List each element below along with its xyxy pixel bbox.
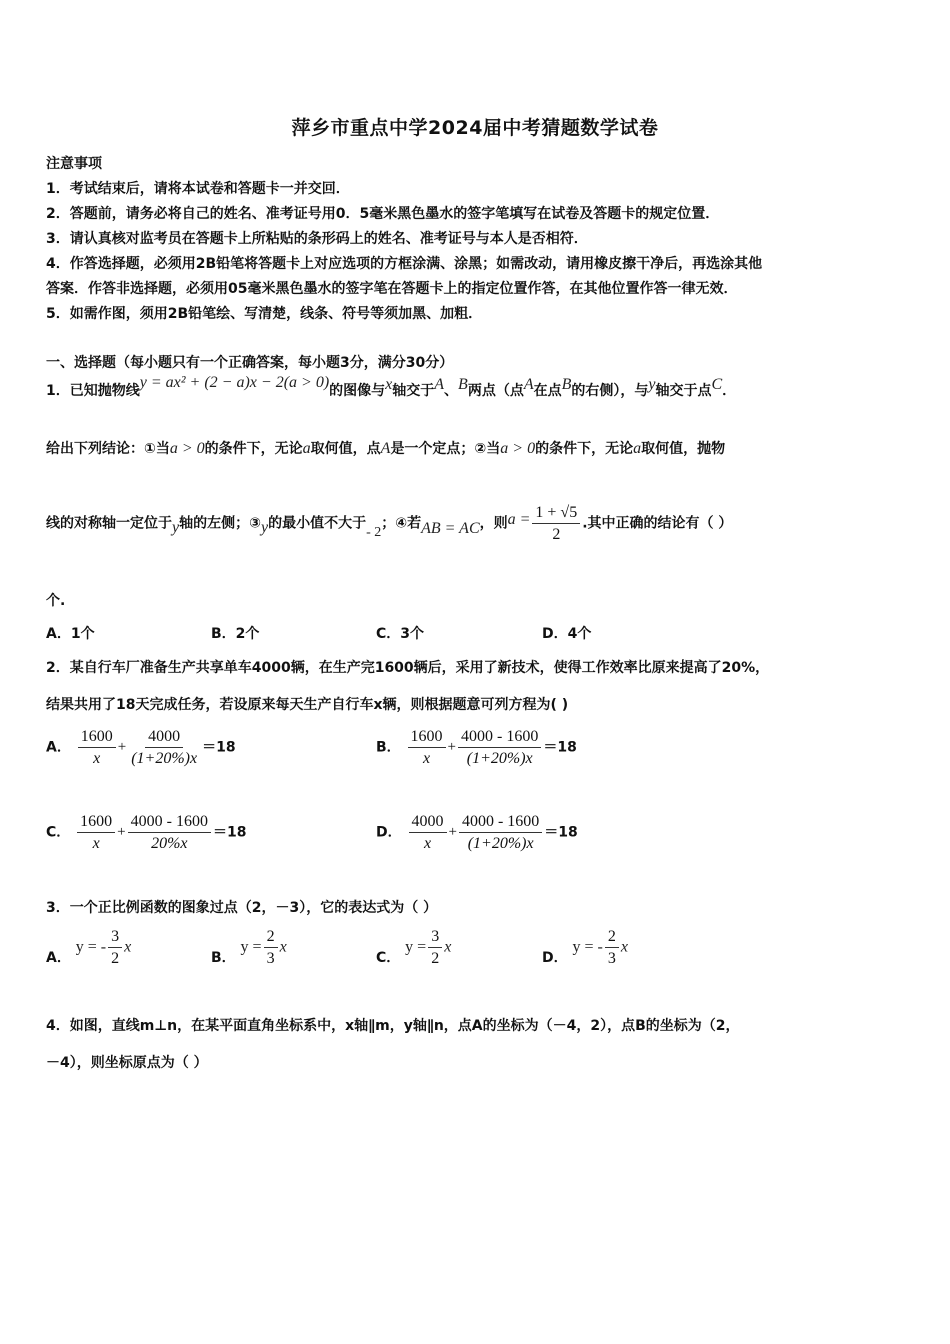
q3-option-a[interactable] [46,928,131,967]
option-label: D． [376,824,402,841]
equation-rhs: ＝18 [212,824,247,841]
notice-heading: 注意事项 [46,156,102,172]
fraction-denominator: x [92,834,100,852]
fraction-numerator: 4000 [145,728,183,748]
question-1-line-2 [46,438,725,458]
fraction-numerator: 4000 - 1600 [459,813,542,833]
math-fraction [532,504,580,543]
math-var: y [260,518,269,536]
math-cond: a > 0 [169,440,205,457]
q3-option-d[interactable] [542,928,628,967]
fraction-numerator: 2 [264,928,278,948]
q1-text: 轴的左侧；③ [179,515,261,532]
math-var: a [302,440,311,457]
math-var: A [434,376,445,393]
fraction-denominator: (1+20%)x [466,749,533,767]
fraction-numerator: 1600 [408,728,446,748]
q1-text: 线的对称轴一定位于 [46,515,172,532]
math-var: A [380,440,391,457]
q2-option-b[interactable] [376,728,577,767]
q1-text: 轴交于点 [655,383,712,399]
math-expr: a = [507,510,531,528]
fraction-numerator: 3 [108,928,122,948]
q1-text: 的右侧），与 [571,383,649,399]
fraction-denominator: 2 [552,525,561,543]
fraction-numerator: 1600 [78,728,116,748]
page-title: 萍乡市重点中学2024届中考猜题数学试卷 [291,117,659,139]
question-1-line-4: 个. [46,593,66,609]
math-fraction [108,928,122,967]
fraction-denominator: 3 [266,949,275,967]
fraction-denominator: 20%x [151,834,188,852]
q1-text: 的最小值不大于 [268,515,367,532]
fraction-denominator: x [422,749,431,767]
q1-text: ；④若 [381,515,422,532]
q2-option-a[interactable] [46,728,236,767]
math-var: y [172,518,180,536]
fraction-denominator: x [423,834,432,852]
q1-text: ． [722,383,737,399]
notice-item: 5．如需作图，须用2B铅笔绘、写清楚，线条、符号等须加黑、加粗． [46,306,483,322]
fraction-denominator: (1+20%)x [467,834,534,852]
q1-formula: y = ax² + (2 − a)x − 2(a > 0) [139,374,330,391]
fraction-denominator: (1+20%)x [131,749,198,767]
math-operator: + [447,739,457,756]
fraction-numerator: 4000 - 1600 [128,813,211,833]
math-operator: + [117,824,126,841]
math-var: x [444,938,452,956]
section-heading: 一、选择题（每小题只有一个正确答案，每小题3分，满分30分） [46,355,454,371]
fraction-denominator: 2 [111,949,120,967]
question-3-line: 3．一个正比例函数的图象过点（2，－3），它的表达式为（ ） [46,900,438,916]
q2-option-d[interactable] [376,813,578,852]
option-label: A． [46,949,71,966]
math-expr: y = - [75,938,107,956]
question-2-line-1: 2．某自行车厂准备生产共享单车4000辆，在生产完1600辆后，采用了新技术，使得工作效率比原来提高了20%， [46,660,770,676]
question-4-line-1: 4．如图，直线m⊥n，在某平面直角坐标系中，x轴∥m，y轴∥n，点A的坐标为（－4，2），点B的坐标为（2， [46,1018,740,1034]
math-operator: + [117,739,127,756]
q1-text: ，则 [479,515,508,532]
math-expr: AB = AC [421,519,480,537]
math-var: x [620,938,628,956]
q1-option-d[interactable]: D．4个 [542,626,592,642]
notice-item: 2．答题前，请务必将自己的姓名、准考证号用0．5毫米黑色墨水的签字笔填写在试卷及答题卡的规定位置． [46,206,720,222]
math-fraction [408,728,446,767]
math-var: A [523,376,534,393]
option-label: A． [46,739,71,756]
q1-text: 给出下列结论：①当 [46,441,170,457]
equation-rhs: ＝18 [202,739,236,756]
q1-text: 取何值，点 [310,441,381,457]
notice-item: 答案．作答非选择题，必须用05毫米黑色墨水的签字笔在答题卡上的指定位置作答，在其他位置作答一律无效． [46,281,738,297]
question-1-line-1 [46,374,737,400]
fraction-denominator: 3 [607,949,616,967]
equation-rhs: ＝18 [544,824,578,841]
q1-text: 在点 [533,383,562,399]
math-var: C [711,376,723,393]
math-var: B [561,376,572,393]
math-value: - 2 [366,524,382,540]
q1-text: 是一个定点；②当 [390,441,501,457]
fraction-denominator: x [93,749,101,767]
q1-text: .其中正确的结论有（ ） [582,515,733,532]
fraction-numerator: 3 [428,928,442,948]
question-2-line-2: 结果共用了18天完成任务，若设原来每天生产自行车x辆，则根据题意可列方程为( ) [46,697,569,713]
math-fraction [128,728,200,767]
math-fraction [428,928,442,967]
option-label: C． [376,949,401,966]
math-fraction [264,928,278,967]
fraction-numerator: 4000 [409,813,447,833]
q1-text: 1．已知抛物线 [46,383,140,399]
question-4-line-2: －4），则坐标原点为（ ） [46,1055,208,1071]
math-fraction [78,728,116,767]
math-var: x [279,938,287,956]
math-fraction [77,813,115,852]
option-label: D． [542,949,568,966]
math-cond: a > 0 [500,440,536,457]
option-label: C． [46,824,71,841]
option-label: B． [211,949,236,966]
q1-option-a[interactable]: A．1个 [46,626,95,642]
math-var: x [385,376,393,393]
notice-item: 4．作答选择题，必须用2B铅笔将答题卡上对应选项的方框涂满、涂黑；如需改动，请用橡皮擦干净后，再选涂其他 [46,256,763,272]
fraction-numerator: 2 [605,928,619,948]
math-var: x [124,938,132,956]
question-1-line-3 [46,504,732,543]
q1-text: 取何值，抛物 [641,441,726,457]
fraction-numerator: 1600 [77,813,115,833]
q3-option-b[interactable] [211,928,287,967]
math-var: y [648,376,656,393]
fraction-numerator: 1 + √5 [532,504,580,524]
equation-rhs: ＝18 [543,739,577,756]
q2-option-c[interactable] [46,813,246,852]
q1-text: 的条件下，无论 [204,441,303,457]
math-fraction [458,728,541,767]
math-fraction [128,813,211,852]
q1-text: 两点（点 [467,383,524,399]
q1-text: 、 [444,383,459,399]
q1-option-b[interactable]: B．2个 [211,626,260,642]
math-var: B [458,376,468,393]
fraction-denominator: 2 [431,949,440,967]
option-label: B． [376,739,401,756]
math-expr: y = - [572,938,603,956]
q1-text: 的条件下，无论 [535,441,634,457]
q1-option-c[interactable]: C．3个 [376,626,425,642]
notice-item: 1．考试结束后，请将本试卷和答题卡一并交回． [46,181,350,197]
q1-text: 的图像与 [329,383,386,399]
notice-item: 3．请认真核对监考员在答题卡上所粘贴的条形码上的姓名、准考证号与本人是否相符． [46,231,588,247]
math-expr: y = [240,938,262,956]
math-operator: + [448,824,457,841]
math-fraction [409,813,447,852]
fraction-numerator: 4000 - 1600 [458,728,541,748]
q1-text: 轴交于 [392,383,435,399]
math-expr: y = [405,938,427,956]
math-fraction [459,813,542,852]
math-var: a [633,440,642,457]
q3-option-c[interactable] [376,928,451,967]
math-fraction [605,928,619,967]
